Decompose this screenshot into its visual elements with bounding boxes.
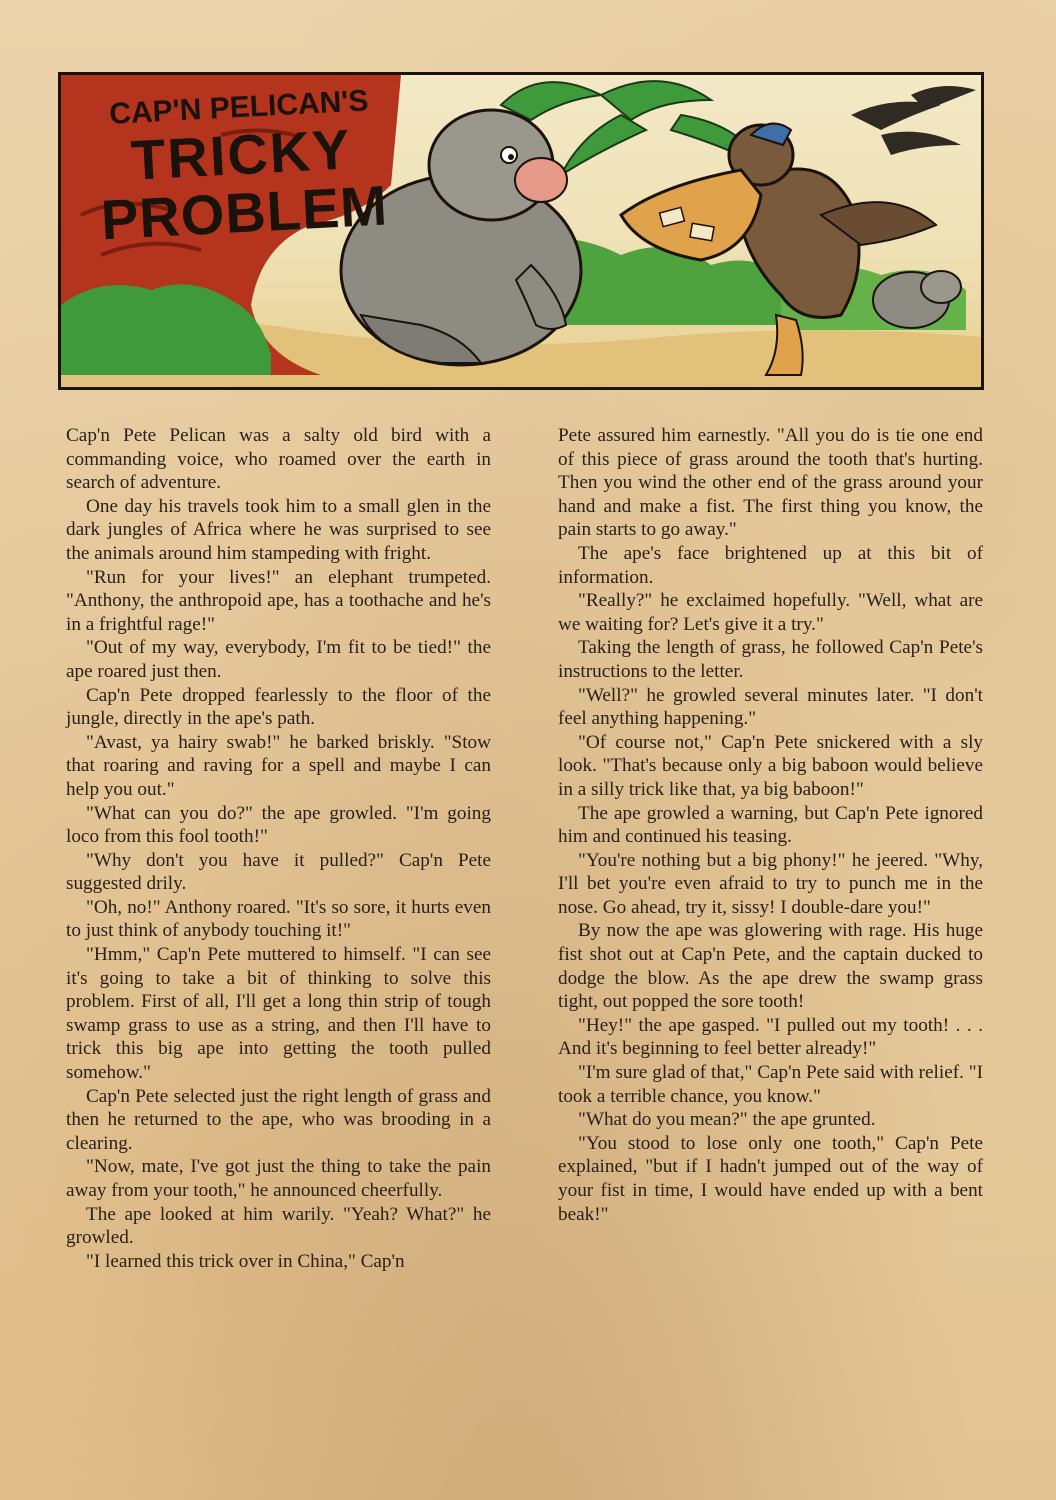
story-paragraph: Pete assured him earnestly. "All you do is tie one end of this piece of grass around the tooth that's hurting. Then you wind the other end of the grass around your hand and make a fist. The first thing you know, the pain starts to go away." [558,425,983,541]
story-paragraph: "Oh, no!" Anthony roared. "It's so sore, it hurts even to just think of anybody touching it!" [66,896,491,942]
title-line-2: TRICKY [129,117,354,192]
story-paragraph: "I'm sure glad of that," Cap'n Pete said with relief. "I took a terrible chance, you know." [558,1062,983,1107]
story-paragraph: Cap'n Pete selected just the right length of grass and then he returned to the ape, who was brooding in a clearing. [66,1085,491,1154]
story-paragraph: "I learned this trick over in China," Cap'n [86,1250,405,1272]
story-paragraph: Taking the length of grass, he followed Cap'n Pete's instructions to the letter. [558,637,983,682]
story-paragraph: "Well?" he growled several minutes later. "I don't feel anything happening." [558,684,983,730]
story-paragraph: "Out of my way, everybody, I'm fit to be tied!" the ape roared just then. [66,637,491,682]
story-paragraph: "What do you mean?" the ape grunted. [578,1109,876,1131]
story-paragraph: The ape growled a warning, but Cap'n Pete ignored him and continued his teasing. [558,802,983,848]
dark-leaves [851,86,976,155]
story-paragraph: "What can you do?" the ape growled. "I'm going loco from this fool tooth!" [66,802,491,848]
illustration-panel [58,72,984,390]
story-paragraph: By now the ape was glowering with rage. His huge fist shot out at Cap'n Pete, and the captain ducked to dodge the blow. As the ape drew the swamp grass tight, out popped the sore tooth! [558,920,983,1013]
story-paragraph: "Hey!" the ape gasped. "I pulled out my tooth! . . . And it's beginning to feel better already!" [558,1014,983,1060]
story-paragraph: "Run for your lives!" an elephant trumpeted. "Anthony, the anthropoid ape, has a toothache and he's in a frightful rage!" [66,566,491,635]
story-paragraph: The ape's face brightened up at this bit of information. [558,542,983,588]
title-line-1: CAP'N PELICAN'S [108,84,370,131]
story-paragraph: "You're nothing but a big phony!" he jeered. "Why, I'll bet you're even afraid to try to punch me in the nose. Go ahead, try it, sissy! I double-dare you!" [558,849,983,918]
story-title [63,84,420,250]
story-paragraph: "You stood to lose only one tooth," Cap'n Pete explained, "but if I hadn't jumped out of the way of your fist in time, I would have ended up with a bent beak!" [558,1132,983,1225]
story-paragraph: "Now, mate, I've got just the thing to take the pain away from your tooth," he announced cheerfully. [66,1156,491,1201]
story-paragraph: "Of course not," Cap'n Pete snickered with a sly look. "That's because only a big baboon would believe in a silly trick like that, ya big baboon!" [558,731,983,800]
story-paragraph: Cap'n Pete Pelican was a salty old bird with a commanding voice, who roamed over the earth in search of adventure. [66,425,491,494]
story-paragraph: Cap'n Pete dropped fearlessly to the floor of the jungle, directly in the ape's path. [66,684,491,730]
story-column-left [66,424,491,1273]
story-paragraph: The ape looked at him warily. "Yeah? What?" he growled. [66,1203,491,1249]
story-paragraph: One day his travels took him to a small glen in the dark jungles of Africa where he was surprised to see the animals around him stampeding with fright. [66,495,491,564]
title-line-3: PROBLEM [99,173,390,252]
story-paragraph: "Avast, ya hairy swab!" he barked briskly. "Stow that roaring and raving for a spell and maybe I can help you out." [66,731,491,800]
story-column-right [558,424,983,1226]
story-paragraph: "Why don't you have it pulled?" Cap'n Pete suggested drily. [66,849,491,895]
story-paragraph: "Hmm," Cap'n Pete muttered to himself. "I can see it's going to take a bit of thinking to solve this problem. First of all, I'll get a long thin strip of tough swamp grass to use as a string, and then I'll have to trick this big ape into getting the tooth pulled somehow." [66,944,491,1084]
story-paragraph: "Really?" he exclaimed hopefully. "Well, what are we waiting for? Let's give it a try." [558,590,983,635]
